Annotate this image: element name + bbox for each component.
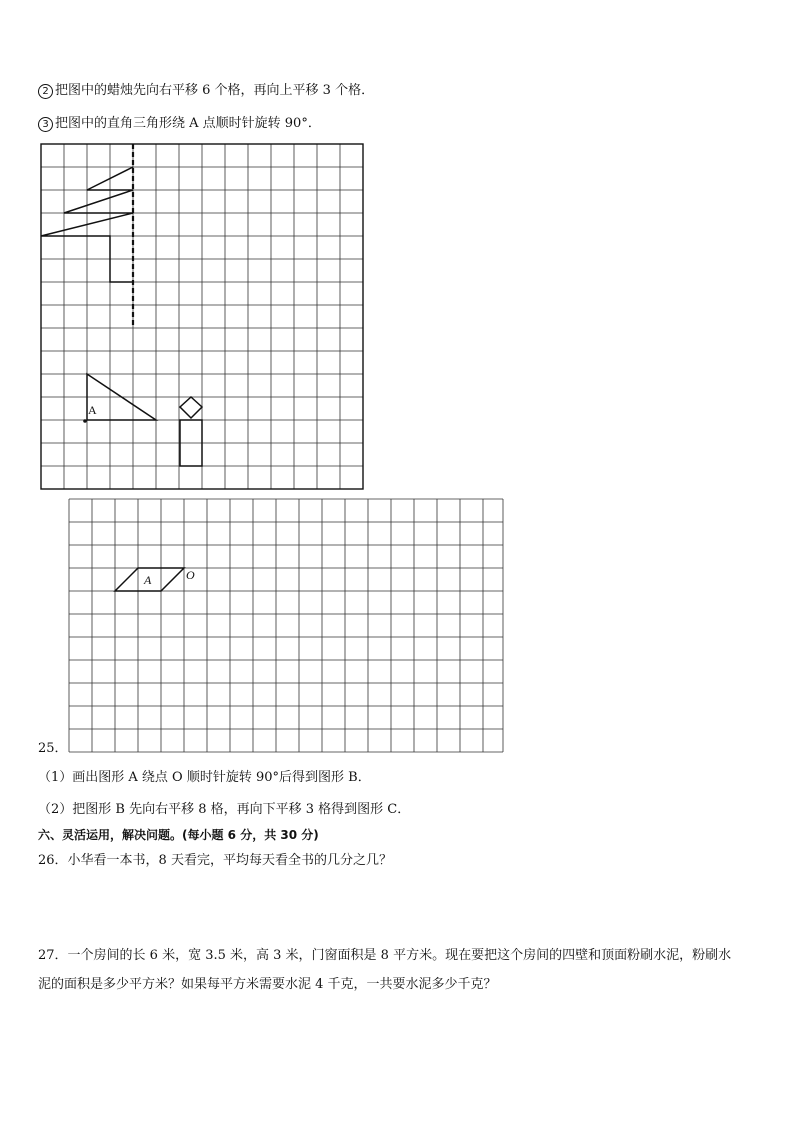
grid-lines — [69, 499, 503, 752]
q27-line-1: 27．一个房间的长 6 米，宽 3.5 米，高 3 米，门窗面积是 8 平方米。现在要把这个房间的四壁和顶面粉刷水泥，粉刷水 — [38, 948, 732, 963]
q24-item-2-text: 把图中的蜡烛先向右平移 6 个格，再向上平移 3 个格． — [55, 83, 375, 98]
q24-item-3 — [38, 116, 321, 132]
grid-rotation — [66, 496, 506, 758]
q26-text: 26．小华看一本书，8 天看完，平均每天看全书的几分之几？ — [38, 853, 392, 868]
grid-candle-triangle — [38, 141, 368, 491]
q25-part-1: （1）画出图形 A 绕点 O 顺时针旋转 90°后得到图形 B． — [38, 770, 371, 785]
q27-line-2: 泥的面积是多少平方米？如果每平方米需要水泥 4 千克，一共要水泥多少千克？ — [38, 977, 497, 992]
q25-part-2: （2）把图形 B 先向右平移 8 格，再向下平移 3 格得到图形 C． — [38, 802, 411, 817]
circled-number-3: 3 — [38, 117, 53, 132]
section-6-heading: 六、灵活运用，解决问题。(每小题 6 分，共 30 分) — [38, 828, 319, 842]
point-o-label: O — [186, 568, 195, 582]
point-a-label: A — [88, 403, 97, 417]
q24-item-3-text: 把图中的直角三角形绕 A 点顺时针旋转 90°． — [55, 116, 321, 131]
q25-number: 25． — [38, 741, 68, 756]
q24-item-2 — [38, 83, 374, 99]
circled-number-2: 2 — [38, 84, 53, 99]
shape-a-label: A — [144, 573, 152, 587]
candle-flame — [180, 397, 202, 418]
point-a-dot — [83, 419, 87, 423]
